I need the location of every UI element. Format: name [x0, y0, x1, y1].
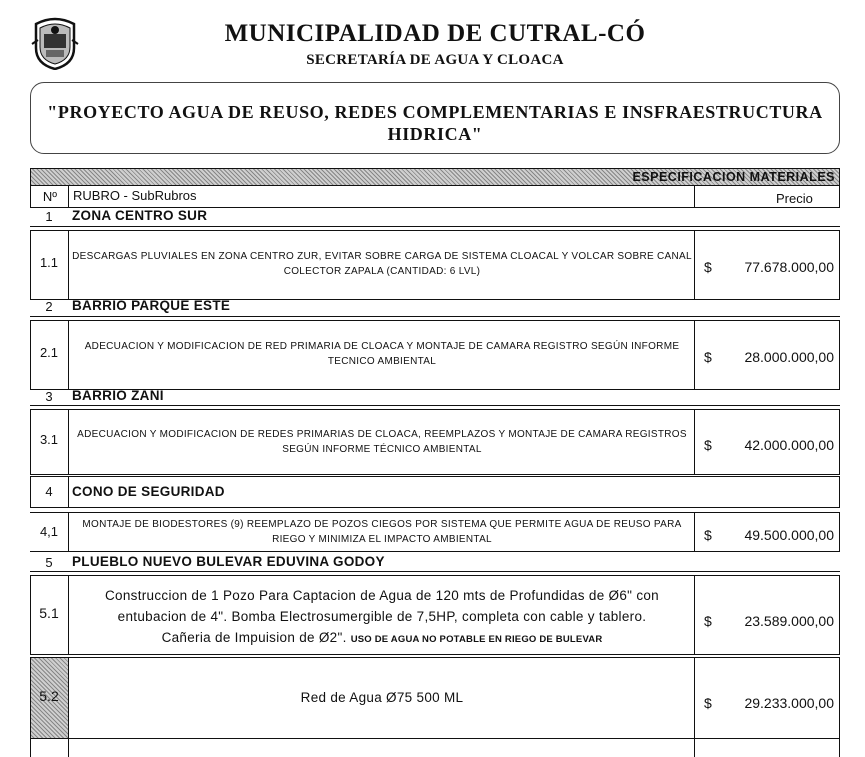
section-number: 3: [45, 389, 53, 404]
project-title-line-1: "PROYECTO AGUA DE REUSO, REDES COMPLEMENTARIAS E INSFRAESTRUCTURA: [47, 102, 823, 122]
item-description: [72, 427, 692, 457]
section-number: 2: [45, 299, 53, 314]
item-description-line-2: entubacion de 4". Bomba Electrosumergible de 7,5HP, completa con cable y tablero.: [117, 609, 647, 624]
project-title: [40, 101, 830, 145]
column-header-row: [30, 186, 840, 208]
item-amount: 28.000.000,00: [744, 349, 834, 365]
item-amount: 77.678.000,00: [744, 259, 834, 275]
item-amount: 42.000.000,00: [744, 437, 834, 453]
item-description-line-2: RIEGO Y MINIMIZA EL IMPACTO AMBIENTAL: [272, 534, 492, 545]
item-description-line-2: SEGÚN INFORME TÉCNICO AMBIENTAL: [282, 444, 482, 455]
section-name: PLUEBLO NUEVO BULEVAR EDUVINA GODOY: [72, 554, 385, 569]
item-description: Red de Agua Ø75 500 ML: [300, 690, 464, 705]
item-number: 1.1: [39, 255, 59, 270]
item-description-line-1: ADECUACION Y MODIFICACION DE REDES PRIMARIAS DE CLOACA, REEMPLAZOS Y MONTAJE DE CAMARA REGISTROS: [77, 429, 687, 440]
item-amount: 29.233.000,00: [744, 695, 834, 711]
spec-header-bar: [30, 168, 840, 186]
section-number: 5: [45, 555, 53, 570]
spec-header-label: ESPECIFICACION MATERIALES: [632, 170, 835, 184]
item-number: 5.1: [39, 605, 59, 621]
section-name: ZONA CENTRO SUR: [72, 208, 208, 223]
currency-symbol: $: [704, 695, 712, 711]
item-number: 4,1: [39, 524, 59, 539]
item-description-line-1: MONTAJE DE BIODESTORES (9) REEMPLAZO DE POZOS CIEGOS POR SISTEMA QUE PERMITE AGUA DE REUSO PARA: [82, 519, 682, 530]
currency-symbol: $: [704, 259, 712, 275]
item-description-line-1: ADECUACION Y MODIFICACION DE RED PRIMARIA DE CLOACA Y MONTAJE DE CAMARA REGISTRO SEGÚN INFORME: [84, 341, 680, 352]
item-amount: 49.500.000,00: [744, 527, 834, 543]
item-number: 3.1: [39, 432, 59, 447]
project-title-line-2: HIDRICA": [387, 124, 483, 144]
item-number: 5.2: [39, 688, 59, 704]
section-name: CONO DE SEGURIDAD: [72, 484, 225, 499]
municipality-title: MUNICIPALIDAD DE CUTRAL-CÓ: [224, 20, 646, 47]
section-number: 4: [45, 484, 53, 499]
currency-symbol: $: [704, 527, 712, 543]
item-description-text: Cañeria de Impuision de Ø2".: [161, 630, 347, 645]
item-description: [72, 339, 692, 369]
item-description-line-2: TECNICO AMBIENTAL: [327, 356, 437, 367]
item-description-line-1: Construccion de 1 Pozo Para Captacion de Agua de 120 mts de Profundidas de Ø6" con: [105, 588, 659, 603]
col-header-rubro: RUBRO - SubRubros: [73, 188, 197, 203]
item-number: 2.1: [39, 345, 59, 360]
item-description: [72, 249, 692, 279]
item-description-line-3: [72, 627, 692, 650]
col-header-num: Nº: [42, 189, 58, 204]
col-header-precio: Precio: [776, 191, 813, 206]
currency-symbol: $: [704, 349, 712, 365]
currency-symbol: $: [704, 613, 712, 629]
section-number: 1: [45, 209, 53, 224]
municipal-seal-icon: [30, 14, 80, 70]
secretariat-subtitle: SECRETARÍA DE AGUA Y CLOACA: [306, 52, 564, 68]
item-description-line-1: DESCARGAS PLUVIALES EN ZONA CENTRO ZUR, EVITAR SOBRE CARGA DE SISTEMA CLOACAL Y VOLCAR SOBRE CANAL: [72, 251, 692, 262]
currency-symbol: $: [704, 437, 712, 453]
item-description-line-2: COLECTOR ZAPALA (CANTIDAD: 6 LVL): [283, 266, 481, 277]
item-description-note: USO DE AGUA NO POTABLE EN RIEGO DE BULEVAR: [350, 634, 603, 645]
item-amount: 23.589.000,00: [744, 613, 834, 629]
item-description: [72, 585, 692, 650]
section-name: BARRIO ZANI: [72, 388, 164, 403]
section-name: BARRIO PARQUE ESTE: [72, 298, 231, 313]
item-description: [72, 517, 692, 547]
